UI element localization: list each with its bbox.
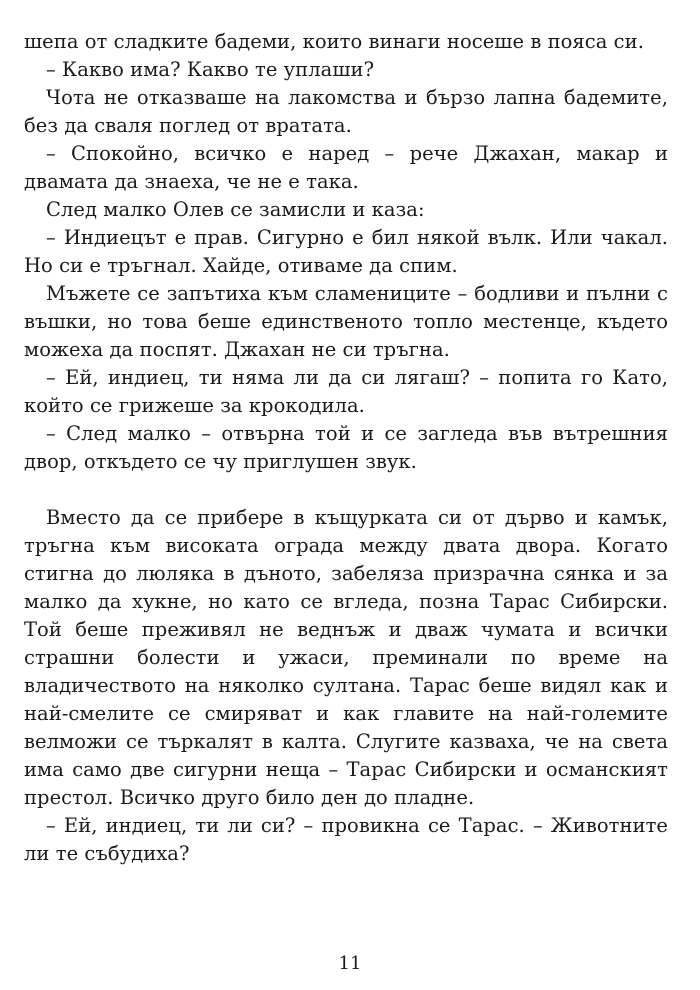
- page-body: [24, 28, 668, 868]
- paragraph: Чота не отказваше на лакомства и бързо лапна бадемите, без да сваля поглед от вратата.: [24, 86, 668, 137]
- paragraph: Вместо да се прибере в къщурката си от дърво и камък, тръгна към високата ограда между двата двора. Когато стигна до люляка в дъното, забеляза призрачна сянка и за малко да хукне, но като се вгледа, позна Тарас Сибирски. Той беше преживял не веднъж и дваж чумата и всички страшни болести и ужаси, преминали по време на владичеството на няколко султана. Тарас беше видял как и най-смелите се смиряват и как главите на най-големите велможи се търкалят в калта. Слугите казваха, че на света има само две сигурни неща – Тарас Сибирски и османският престол. Всичко друго било ден до пладне.: [24, 506, 668, 809]
- page-number: 11: [338, 953, 362, 974]
- paragraph: Мъжете се запътиха към сламениците – бодливи и пълни с въшки, но това беше единственото топло местенце, където можеха да поспят. Джахан не си тръгна.: [24, 282, 668, 361]
- paragraph: – Какво има? Какво те уплаши?: [46, 58, 375, 81]
- paragraph: – Ей, индиец, ти ли си? – провикна се Тарас. – Животните ли те събудиха?: [24, 814, 668, 865]
- paragraph: – Индиецът е прав. Сигурно е бил някой вълк. Или чакал. Но си е тръгнал. Хайде, отиваме да спим.: [24, 226, 668, 277]
- paragraph: – Спокойно, всичко е наред – рече Джахан, макар и двамата да знаеха, че не е така.: [24, 142, 668, 193]
- paragraph: шепа от сладките бадеми, които винаги носеше в пояса си.: [24, 30, 644, 53]
- section-break: [24, 476, 668, 504]
- paragraph: – Ей, индиец, ти няма ли да си лягаш? – попита го Като, който се грижеше за крокодила.: [24, 366, 668, 417]
- paragraph: След малко Олев се замисли и каза:: [46, 198, 425, 221]
- paragraph: – След малко – отвърна той и се загледа във вътрешния двор, откъдето се чу приглушен звук.: [24, 422, 668, 473]
